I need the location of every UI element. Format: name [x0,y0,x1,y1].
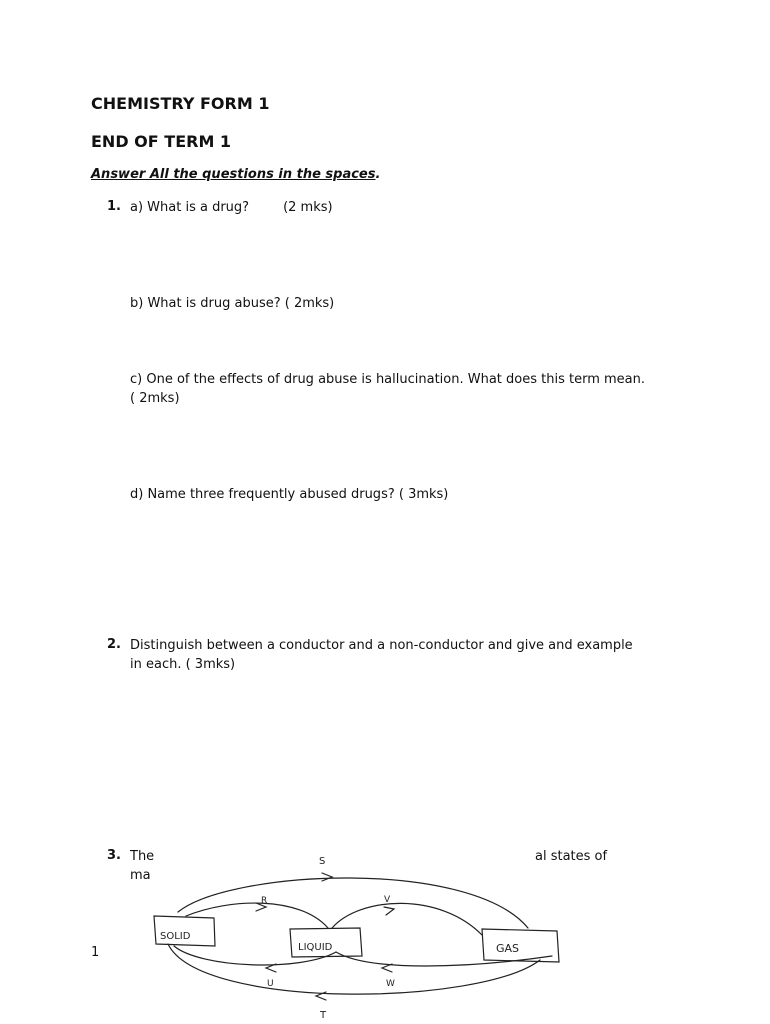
page-number: 1 [91,945,100,960]
arrow-v [384,907,394,915]
arrow-w [382,964,392,972]
arc-s [178,878,528,928]
document-title: CHEMISTRY FORM 1 [91,94,270,113]
question-1a-text: a) What is a drug? [130,200,250,215]
arc-r [186,903,328,928]
arrow-s [322,873,332,881]
arc-w [336,952,552,966]
question-3-number: 3. [107,848,121,863]
question-2-line1: Distinguish between a conductor and a non-conductor and give and example [130,638,633,653]
question-1d: d) Name three frequently abused drugs? ( 3mks) [130,487,449,502]
instructions-period: . [375,167,381,182]
label-v: V [384,895,391,905]
arc-t [168,944,540,994]
question-3-line1-start: The [130,849,155,864]
question-2-number: 2. [107,637,121,652]
label-gas: GAS [496,942,520,955]
label-w: W [386,979,395,989]
question-3-line2-start: ma [130,868,151,883]
label-u: U [267,979,274,989]
question-1a-marks: (2 mks) [283,200,333,215]
label-s: S [319,856,326,867]
question-2-line2: in each. ( 3mks) [130,657,236,672]
question-1c-line2: ( 2mks) [130,391,180,406]
question-1-number: 1. [107,199,121,214]
instructions-text: Answer All the questions in the spaces [91,167,376,182]
arc-v [332,903,482,935]
label-r: R [261,896,268,906]
document-subtitle: END OF TERM 1 [91,132,232,151]
label-solid: SOLID [160,931,191,942]
label-t: T [320,1010,327,1021]
question-3-line1-end: al states of [535,849,608,864]
label-liquid: LIQUID [298,942,333,953]
question-1b: b) What is drug abuse? ( 2mks) [130,296,335,311]
question-1c-line1: c) One of the effects of drug abuse is hallucination. What does this term mean. [130,372,646,387]
